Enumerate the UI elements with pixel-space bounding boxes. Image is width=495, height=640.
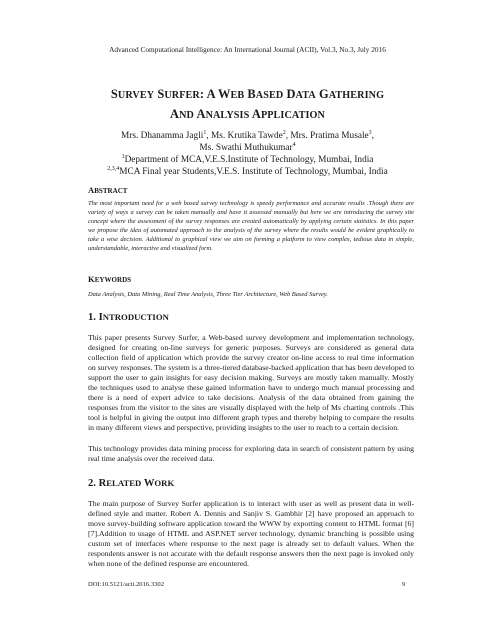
heading-cap: R	[98, 478, 107, 489]
title-cap: A	[170, 107, 180, 121]
affiliation-text: MCA Final year Students,V.E.S. Institute of Technology, Mumbai, India	[119, 167, 388, 177]
affiliation-text: Department of MCA,V.E.S.Institute of Technology, Mumbai, India	[124, 155, 374, 165]
heading-smallcaps: NTRODUCTION	[102, 312, 169, 322]
section-2-heading	[88, 478, 174, 489]
journal-header: Advanced Computational Intelligence: An International Journal (ACII), Vol.3, No.3, July 2016	[109, 45, 386, 54]
title-colon: :	[199, 87, 207, 101]
title-smallcaps: NALYSIS	[205, 110, 250, 121]
title-smallcaps: URFER	[164, 90, 200, 101]
title-smallcaps: ATA	[295, 90, 316, 101]
author-superscript: 3	[368, 130, 372, 136]
paper-title	[60, 85, 435, 125]
author-name: , Mrs. Pratima Musale	[285, 131, 369, 141]
author-line-1	[60, 130, 435, 142]
author-superscript: 2	[282, 130, 286, 136]
author-name: , Ms. Krutika Tawde	[206, 131, 283, 141]
affiliation-1	[60, 154, 435, 166]
abstract-text: The most important need for a web based survey technology is speedy performance and accurate results .Though there are variety of ways a survey can be taken manually and have it assessed manually but here we are introducing the survey site concept where the assessment of the survey responses are created automatically by applying certain statistics. In this paper we propose the idea of automated approach to the analysis of the survey where the results would be evident graphically to take a wise decision. Additional to graphical view we aim on forming a platform to view complex, tedious data in simple, understandable, interactive and visualized form.	[88, 200, 414, 252]
title-cap: A	[251, 107, 261, 121]
author-separator: ,	[371, 131, 374, 141]
author-line-2	[60, 142, 435, 154]
section-2-paragraph-1: The main purpose of Survey Surfer application is to interact with user as well as present data in well-defined style and matter. Robert A. Dennis and Sanjiv S. Gambhir [2] have proposed an approach to move survey-building software application toward the WWW by exporting content to HTML format [6][7].Addition to usage of HTML and ASP.NET server technology, dynamic branching is possible using custom set of interfaces where response to the next page is already set to default values. When the respondents answer is not accurate with the default response answers then the next page is invoked only when none of the defined response are encountered.	[88, 499, 414, 569]
doi-footer: DOI:10.5121/acii.2016.3302	[88, 581, 165, 588]
title-cap: B	[247, 87, 256, 101]
heading-smallcaps: EYWORDS	[94, 276, 132, 284]
title-smallcaps: EB	[230, 90, 245, 101]
affiliation-superscript: 2,3,4	[107, 166, 120, 172]
title-line-2	[60, 105, 435, 125]
abstract-heading	[88, 185, 128, 195]
title-cap: D	[286, 87, 296, 101]
title-smallcaps: ASED	[255, 90, 284, 101]
section-number: 1.	[88, 312, 99, 323]
title-smallcaps: PPLICATION	[260, 110, 325, 121]
heading-cap: A	[88, 185, 95, 195]
title-smallcaps: URVEY	[117, 90, 155, 101]
keywords-text: Data Analysis, Data Mining, Real Time Analysis, Three Tier Architecture, Web Based Survey.	[88, 291, 328, 298]
section-1-paragraph-2: This technology provides data mining process for exploring data in search of consistent pattern by using real time analysis over the received data.	[88, 444, 414, 464]
title-cap: W	[217, 87, 231, 101]
affiliation-2	[60, 166, 435, 178]
page-number: 9	[402, 581, 406, 588]
heading-cap: I	[98, 312, 103, 323]
title-cap: A	[196, 107, 206, 121]
title-cap: G	[319, 87, 329, 101]
title-line-1	[60, 85, 435, 105]
title-cap: A	[206, 87, 215, 101]
author-superscript: 1	[203, 130, 207, 136]
title-smallcaps: ATHERING	[328, 90, 385, 101]
heading-cap: W	[143, 478, 155, 489]
author-superscript: 4	[292, 142, 296, 148]
section-1-paragraph-1: This paper presents Survey Surfer, a Web-based survey development and implementation technology, designed for creating on-line surveys for generic purposes. Surveys are considered as general data collection field of application which provide the survey creator on-line access to real time information on survey responses. The system is a three-tiered database-backed application that has been developed to support the user to gain insights for easy decision making. Surveys are mostly taken manually. Mostly the techniques used to analyse these gained information have to undergo much manual processing and there is a need of expert advice to take decisions. Analysis of the data obtained from gaining the responses from the visitor to the sites are visually displayed with the help of Ms charting controls .This tool is helpful in giving the output into different graph types and thereby helping to compare the results in many different views and perspective, providing insights to the user to reach to a certain decision.	[88, 333, 414, 433]
author-block	[60, 130, 435, 178]
heading-smallcaps: BSTRACT	[94, 187, 128, 195]
keywords-heading	[88, 274, 131, 284]
author-name: Ms. Swathi Muthukumar	[199, 143, 293, 153]
section-1-heading	[88, 312, 169, 323]
title-cap: S	[157, 87, 165, 101]
heading-smallcaps: ORK	[154, 478, 175, 488]
heading-smallcaps: ELATED	[106, 478, 142, 488]
title-cap: S	[110, 87, 118, 101]
affiliation-superscript: 1	[121, 154, 125, 160]
heading-cap: K	[88, 274, 95, 284]
author-name: Mrs. Dhanamma Jagli	[121, 131, 204, 141]
section-number: 2.	[88, 478, 99, 489]
title-smallcaps: ND	[179, 110, 194, 121]
